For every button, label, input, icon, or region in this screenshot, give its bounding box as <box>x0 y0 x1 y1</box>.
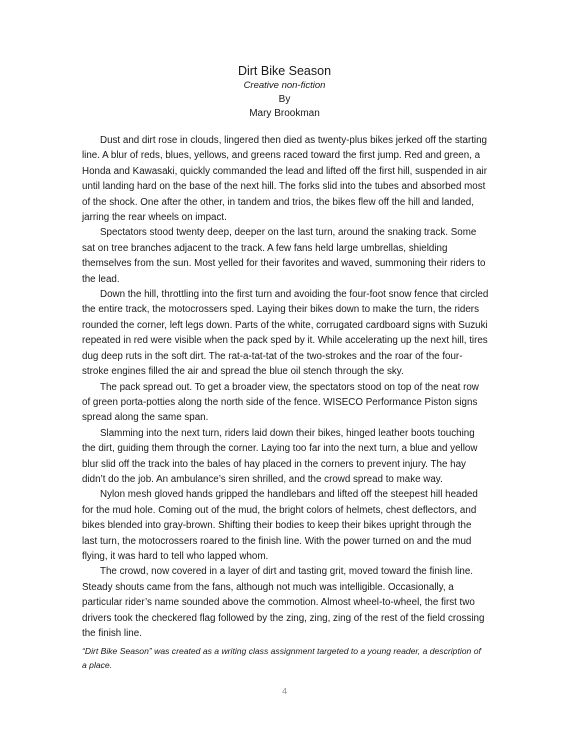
author-name: Mary Brookman <box>249 108 320 119</box>
paragraph: Slamming into the next turn, riders laid down their bikes, hinged leather boots touching the dirt, guiding them through the corner. Laying too far into the next turn, a blue and yellow blur slid off the track into the bales of hay placed in the corners to prevent injury. The hay didn’t do the job. An ambulance’s siren shrilled, and the crowd spread to make way. <box>82 427 478 485</box>
footnote: “Dirt Bike Season” was created as a writing class assignment targeted to a young reader, a description of a place. <box>82 646 481 670</box>
byline: By <box>278 94 291 105</box>
page-number: 4 <box>282 686 287 696</box>
paragraph: The pack spread out. To get a broader view, the spectators stood on top of the neat row of green porta-potties along the north side of the fence. WISECO Performance Piston signs spread along the same span. <box>82 381 479 424</box>
paragraph: Spectators stood twenty deep, deeper on the last turn, around the snaking track. Some sat on tree branches adjacent to the track. A few fans held large umbrellas, shielding themselves from the sun. Most yelled for their favorites and waved, summoning their riders to the lead. <box>82 227 486 285</box>
paragraph: Nylon mesh gloved hands gripped the handlebars and lifted off the steepest hill headed for the mud hole. Coming out of the mud, the bright colors of helmets, chest deflectors, and bikes blended into gray-brown. Shifting their bodies to keep their bikes upright through the last turn, the motocrossers roared to the finish line. With the power turned on and the mud flying, it was hard to tell who lapped whom. <box>82 489 478 562</box>
document-subtitle: Creative non-fiction <box>243 80 326 91</box>
story-body <box>82 133 489 641</box>
paragraph: The crowd, now covered in a layer of dirt and tasting grit, moved toward the finish line. Steady shouts came from the fans, although not much was intelligible. Occasionally, a particular rider’s name sounded above the commotion. Almost wheel-to-wheel, the first two drivers took the checkered flag followed by the zing, zing, zing of the rest of the field crossing the finish line. <box>82 566 485 639</box>
document-header <box>0 63 569 121</box>
paragraph: Dust and dirt rose in clouds, lingered then died as twenty-plus bikes jerked off the starting line. A blur of reds, blues, yellows, and greens raced toward the first jump. Red and green, a Honda and Kawasaki, quickly commanded the lead and lifted off the first hill, suspended in air until landing hard on the base of the next hill. The forks slid into the tubes and absorbed most of the shock. One after the other, in tandem and trios, the bikes flew off the hill and landed, jarring the rear wheels on impact. <box>82 135 488 224</box>
paragraph: Down the hill, throttling into the first turn and avoiding the four-foot snow fence that circled the entire track, the motocrossers sped. Laying their bikes down to make the turn, the riders rounded the corner, left legs down. Parts of the white, corrugated cardboard signs with Suzuki repeated in red were visible when the pack sped by it. While accelerating up the next hill, tires dug deep ruts in the soft dirt. The rat-a-tat-tat of the two-strokes and the roar of the four-stroke engines filled the air and spread the blue oil stench through the sky. <box>82 289 489 378</box>
document-title: Dirt Bike Season <box>237 64 332 78</box>
